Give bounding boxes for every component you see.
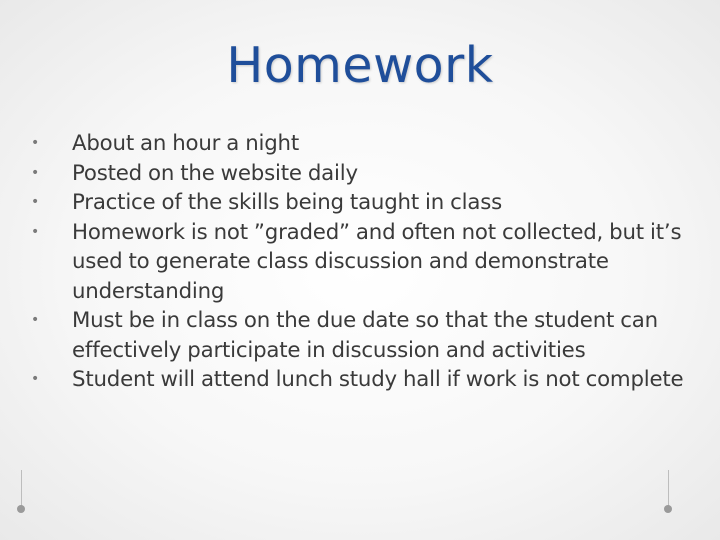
decorative-dot-right-icon bbox=[664, 505, 672, 513]
decorative-line-right bbox=[668, 470, 669, 506]
bullet-item: • Homework is not ”graded” and often not collected, but it’s used to generate class discussion and demonstrate understanding bbox=[0, 218, 720, 307]
bullet-list bbox=[0, 129, 720, 395]
bullet-item: • About an hour a night bbox=[0, 129, 720, 159]
bullet-item: • Student will attend lunch study hall if work is not complete bbox=[0, 365, 720, 395]
slide-title: Homework bbox=[226, 37, 494, 94]
bullet-item: • Must be in class on the due date so that the student can effectively participate in discussion and activities bbox=[0, 306, 720, 365]
decorative-line-left bbox=[21, 470, 22, 506]
decorative-dot-left-icon bbox=[17, 505, 25, 513]
bullet-item: • Posted on the website daily bbox=[0, 159, 720, 189]
bullet-item: • Practice of the skills being taught in class bbox=[0, 188, 720, 218]
